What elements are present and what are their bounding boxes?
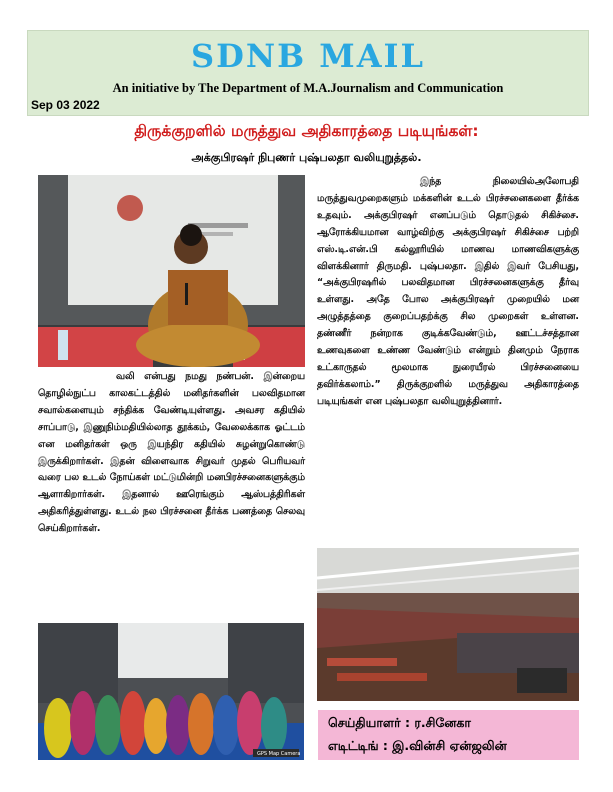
group-photo <box>38 623 304 760</box>
masthead <box>27 30 589 116</box>
editor-credit: எடிட்டிங் : இ.வின்சி ஏன்ஜலின் <box>328 738 507 753</box>
reporter-credit: செய்தியாளர் : ர.சினேகா <box>328 715 471 730</box>
issue-date: Sep 03 2022 <box>31 98 100 112</box>
masthead-subtitle: An initiative by The Department of M.A.Journalism and Communication <box>112 81 504 95</box>
article-headline: திருக்குறளில் மருத்துவ அதிகாரத்தை படியுங்கள்: <box>134 122 479 140</box>
left-column-text: வலி என்பது நமது நண்பன். இன்றைய தொழில்நுட்ப காலகட்டத்தில் மனிதர்களின் பலவிதமான சவால்களையும் சந்திக்க வேண்டியுள்ளது. அவசர கதியில் சாப்பாடு, இணுநிம்மதியில்லாத தூக்கம், வேலைக்காக ஓட்டம் என மனிதர்கள் ஒரு இயந்திர கதியில் சுழன்றுகொண்டு இருக்கிறார்கள். இதன் விளைவாக சிறுவர் முதல் பெரியவர் வரை பல உடல் நோய்கள் மட்டுமின்றி மனபிரச்சனைகளுக்கும் ஆளாகிறார்கள். இதனால் ஊரெங்கும் ஆஸ்பத்திரிகள் அதிகரித்துள்ளது. உடல் நல பிரச்சனை தீர்க்க பணத்தை செலவு செய்கிறார்கள். <box>38 371 305 535</box>
gps-watermark: GPS Map Camera <box>257 751 301 757</box>
right-column-text: இந்த நிலையில்அலோபதி மருத்துவமுறைகளும் மக்களின் உடல் பிரச்சனைகளை தீர்க்க உதவும். அக்குபிரஷர் எனப்படும் தொடுதல் சிகிச்சை. ஆரோக்கியமான வாழ்விற்கு அக்குபிரஷர் சிகிச்சை பற்றி எஸ்.டி.என்.பி கல்லூரியில் மாணவ மாணவிகளுக்கு விளக்கினார் திருமதி. புஷ்பலதா. இதில் இவர் பேசியது, “அக்குபிரஷரில் பலவிதமான பிரச்சனைகளுக்கு தீர்வு உள்ளது. அதே போல அக்குபிரஷர் முறையில் மன அழுத்தத்தை குறைப்பதற்க்கு சில முறைகள் உள்ளன. தண்ணீர் நன்றாக குடிக்கவேண்டும், ஊட்டச்சத்தான உணவுகளை உண்ண வேண்டும் என்றும் தினமும் நேராக உட்காருதல் மூலமாக நுரையீரல் பிரச்சனையை தவிர்க்கலாம்.” திருக்குறளில் மருத்துவ அதிகாரத்தை படியுங்கள் என புஷ்பலதா வலியுறுத்தினார். <box>317 176 579 407</box>
article-right-column <box>317 174 579 411</box>
article-subheadline: அக்குபிரஷர் நிபுணர் புஷ்பலதா வலியுறுத்தல். <box>191 151 422 164</box>
auditorium-photo <box>317 548 579 701</box>
byline-box <box>318 710 579 760</box>
masthead-title: SDNB MAIL <box>190 37 425 75</box>
article-left-column <box>38 369 305 538</box>
speaker-photo <box>38 175 305 367</box>
